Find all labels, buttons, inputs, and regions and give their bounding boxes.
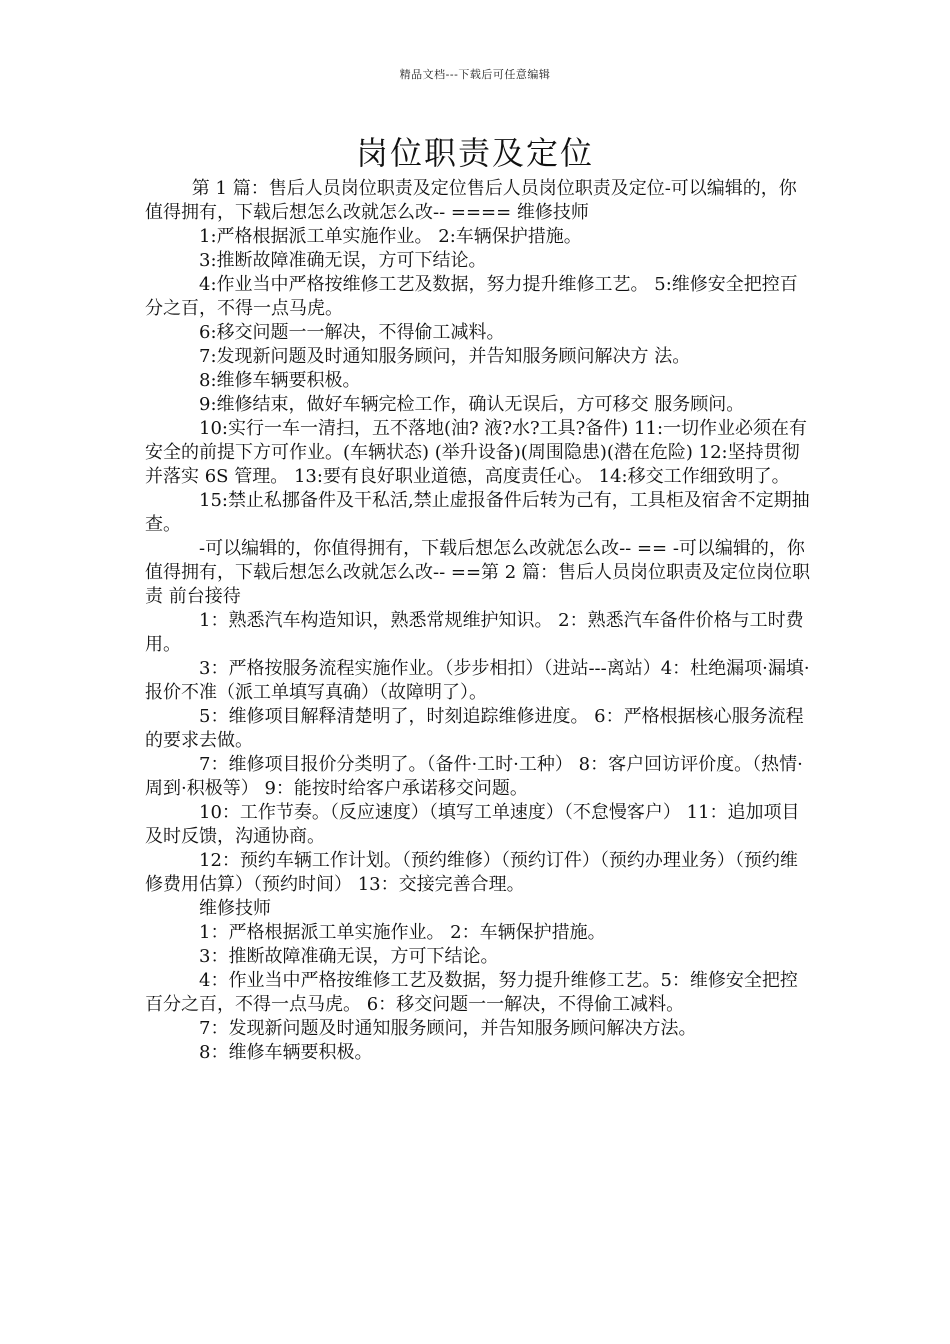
paragraph: 10：工作节奏。（反应速度）（填写工单速度）（不怠慢客户） 11：追加项目及时反馈，沟通协商。 bbox=[145, 802, 800, 847]
paragraph: 3：严格按服务流程实施作业。（步步相扣）（进站---离站）4：杜绝漏项·漏填·报价不准（派工单填写真确）（故障明了）。 bbox=[145, 658, 810, 703]
paragraph: 12：预约车辆工作计划。（预约维修）（预约订件）（预约办理业务）（预约维修费用估算）（预约时间） 13：交接完善合理。 bbox=[145, 850, 798, 895]
document-body bbox=[145, 177, 810, 1065]
section-heading: 维修技师 bbox=[199, 898, 271, 919]
paragraph: 7：维修项目报价分类明了。（备件·工时·工种） 8：客户回访评价度。（热情·周到·积极等） 9：能按时给客户承诺移交问题。 bbox=[145, 754, 803, 799]
paragraph: 第 1 篇：售后人员岗位职责及定位售后人员岗位职责及定位-可以编辑的，你值得拥有，下载后想怎么改就怎么改-- ==== 维修技师 bbox=[145, 178, 797, 223]
paragraph: 8：维修车辆要积极。 bbox=[199, 1042, 373, 1063]
paragraph: 4：作业当中严格按维修工艺及数据，努力提升维修工艺。5：维修安全把控百分之百，不得一点马虎。 6：移交问题一一解决，不得偷工减料。 bbox=[145, 970, 798, 1015]
paragraph: 4:作业当中严格按维修工艺及数据，努力提升维修工艺。 5:维修安全把控百分之百，不得一点马虎。 bbox=[145, 274, 798, 319]
paragraph: 5：维修项目解释清楚明了，时刻追踪维修进度。 6：严格根据核心服务流程的要求去做。 bbox=[145, 706, 804, 751]
paragraph: 15:禁止私挪备件及干私活,禁止虚报备件后转为己有，工具柜及宿舍不定期抽查。 bbox=[145, 490, 810, 535]
document-title: 岗位职责及定位 bbox=[355, 134, 594, 172]
paragraph: 7：发现新问题及时通知服务顾问，并告知服务顾问解决方法。 bbox=[199, 1018, 697, 1039]
paragraph: 3:推断故障准确无误，方可下结论。 bbox=[199, 250, 487, 271]
paragraph: 8:维修车辆要积极。 bbox=[199, 370, 361, 391]
paragraph: 1：熟悉汽车构造知识，熟悉常规维护知识。 2：熟悉汽车备件价格与工时费用。 bbox=[145, 610, 804, 655]
paragraph: 9:维修结束，做好车辆完检工作，确认无误后，方可移交 服务顾问。 bbox=[199, 394, 745, 415]
paragraph: 3：推断故障准确无误，方可下结论。 bbox=[199, 946, 499, 967]
page-header-note: 精品文档---下载后可任意编辑 bbox=[399, 68, 551, 81]
paragraph: 6:移交问题一一解决，不得偷工减料。 bbox=[199, 322, 505, 343]
paragraph: 1：严格根据派工单实施作业。 2：车辆保护措施。 bbox=[199, 922, 606, 943]
paragraph: 7:发现新问题及时通知服务顾问，并告知服务顾问解决方 法。 bbox=[199, 346, 691, 367]
paragraph: -可以编辑的，你值得拥有，下载后想怎么改就怎么改-- == -可以编辑的，你值得拥有，下载后想怎么改就怎么改-- ==第 2 篇：售后人员岗位职责及定位岗位职责 前台接待 bbox=[145, 538, 810, 607]
paragraph: 1:严格根据派工单实施作业。 2:车辆保护措施。 bbox=[199, 226, 582, 247]
paragraph: 10:实行一车一清扫，五不落地(油? 液?水?工具?备件) 11:一切作业必须在有安全的前提下方可作业。(车辆状态) (举升设备)(周围隐患)(潜在危险) 12:坚持贯彻并落实 6S 管理。 13:要有良好职业道德，高度责任心。 14:移交工作细致明了。 bbox=[145, 418, 808, 487]
